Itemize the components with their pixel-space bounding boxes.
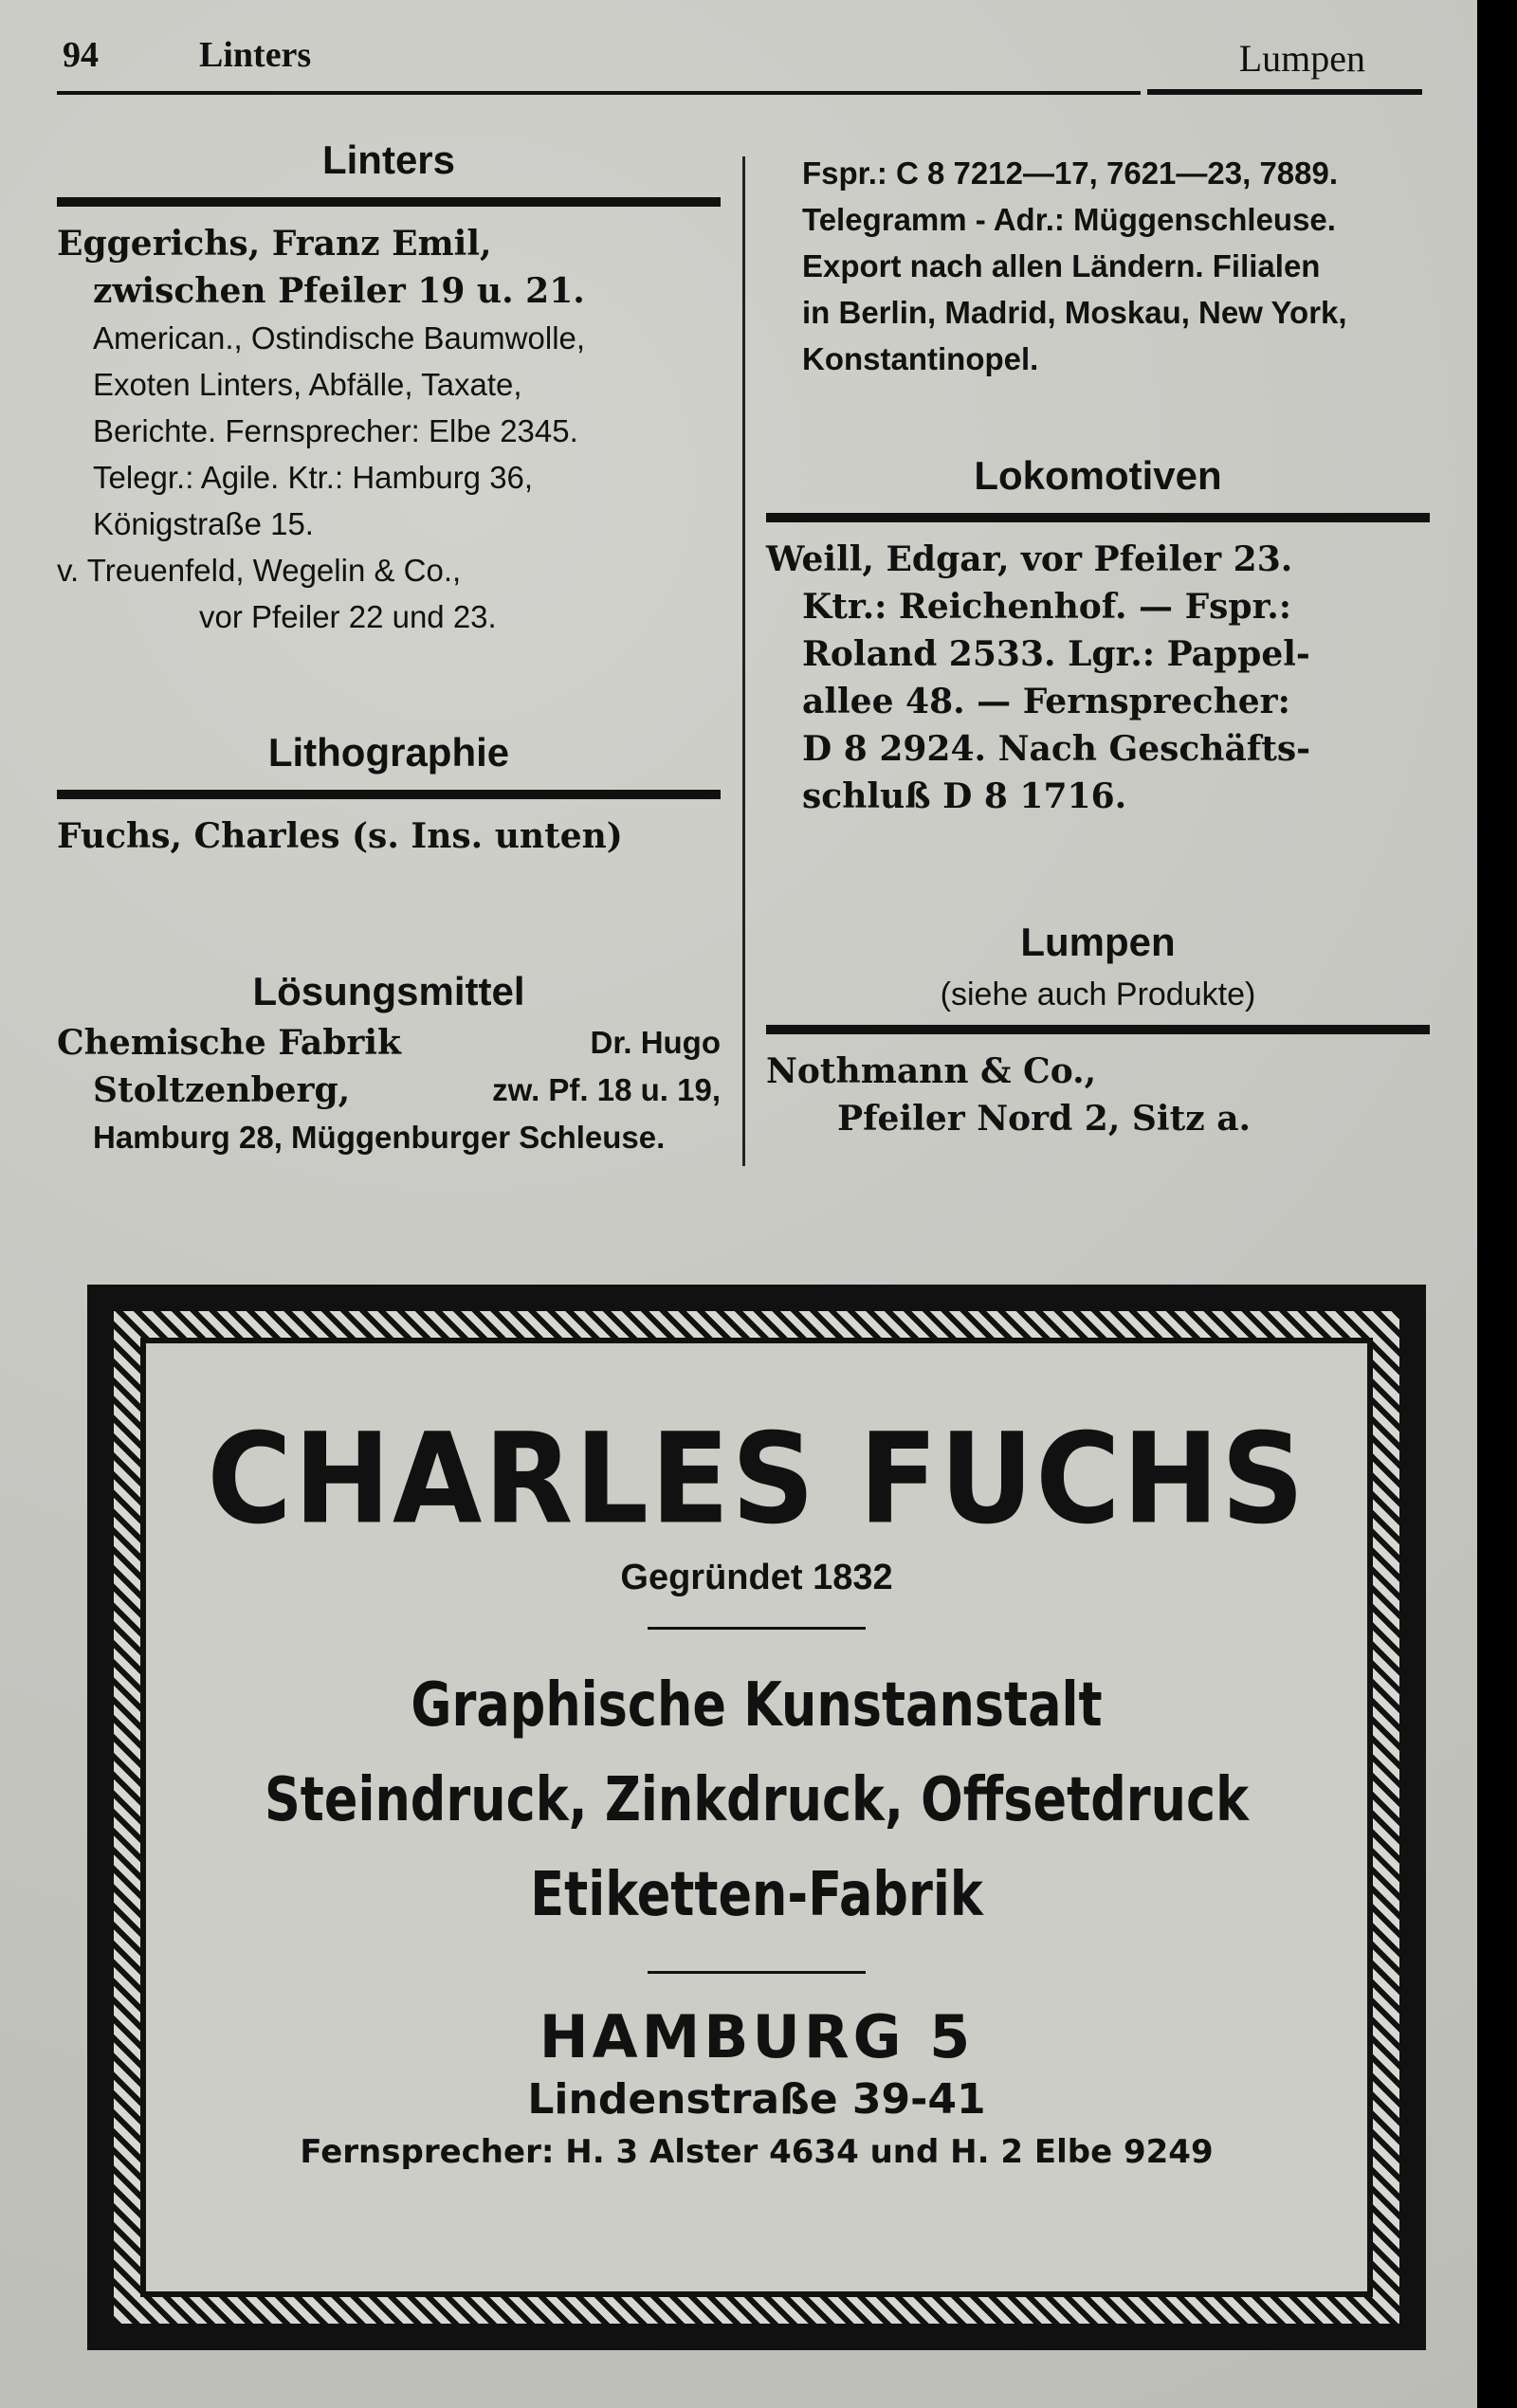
entry-name: Weill, Edgar, vor Pfeiler 23. [766, 539, 1293, 579]
ad-divider [648, 1971, 866, 1974]
column-divider [742, 156, 745, 1166]
page-edge-shadow [1477, 0, 1517, 2408]
entry-line: Exoten Linters, Abfälle, Taxate, [93, 367, 522, 402]
entry-name: Chemische Fabrik [57, 1023, 401, 1063]
advertisement-charles-fuchs [87, 1285, 1426, 2350]
entry-line: Berichte. Fernsprecher: Elbe 2345. [93, 413, 578, 448]
entry-weill [766, 536, 1430, 820]
page-number: 94 [63, 35, 99, 75]
entry-line: D 8 2924. Nach Geschäfts- [802, 729, 1311, 769]
entry-nothmann [766, 1048, 1430, 1142]
entry-name: Eggerichs, Franz Emil, [57, 224, 492, 264]
ad-service-line: Steindruck, Zinkdruck, Offsetdruck [264, 1765, 1250, 1835]
entry-line: Königstraße 15. [93, 506, 314, 541]
header-keyword-left: Linters [199, 35, 312, 75]
entry-line: Roland 2533. Lgr.: Pappel- [802, 634, 1310, 674]
entry-line: Hamburg 28, Müggenburger Schleuse. [93, 1120, 666, 1155]
entry-chemische-fabrik [57, 1019, 721, 1160]
section-rule [766, 1025, 1430, 1034]
entry-name-cont: zwischen Pfeiler 19 u. 21. [93, 271, 585, 311]
ad-street: Lindenstraße 39-41 [527, 2075, 986, 2124]
ad-founded: Gegründet 1832 [620, 1558, 893, 1597]
entry-name-cont: Stoltzenberg, [93, 1070, 351, 1110]
header-keyword-right: Lumpen [1238, 37, 1365, 80]
entry-line: Telegramm - Adr.: Müggenschleuse. [802, 202, 1336, 237]
entry-line: vor Pfeiler 22 und 23. [199, 599, 497, 634]
entry-treuenfeld [57, 547, 721, 640]
entry-name-rest: Dr. Hugo [590, 1025, 721, 1060]
entry-line: Konstantinopel. [802, 341, 1039, 376]
ad-company-name: CHARLES FUCHS [207, 1406, 1307, 1552]
header-rule [57, 91, 1141, 95]
entry-line: Telegr.: Agile. Ktr.: Hamburg 36, [93, 460, 534, 495]
entry-name: v. Treuenfeld, Wegelin & Co., [57, 553, 462, 588]
section-subtitle-lumpen: (siehe auch Produkte) [940, 976, 1256, 1012]
section-title-lumpen: Lumpen [1020, 920, 1176, 964]
entry-fuchs [57, 812, 721, 860]
ad-service-line: Etiketten-Fabrik [530, 1860, 983, 1930]
entry-line: Ktr.: Reichenhof. — Fspr.: [802, 587, 1292, 627]
entry-eggerichs [57, 220, 721, 547]
entry-line: Pfeiler Nord 2, Sitz a. [837, 1099, 1252, 1139]
ad-divider [648, 1627, 866, 1630]
entry-name: Nothmann & Co., [766, 1051, 1097, 1091]
entry-continuation [766, 150, 1430, 382]
entry-line: American., Ostindische Baumwolle, [93, 320, 586, 356]
entry-line: schluß D 8 1716. [802, 776, 1127, 816]
section-rule [57, 197, 721, 207]
entry-line: in Berlin, Madrid, Moskau, New York, [802, 295, 1347, 330]
entry-line: Fspr.: C 8 7212—17, 7621—23, 7889. [802, 155, 1339, 191]
entry-name: Fuchs, Charles (s. Ins. unten) [57, 816, 623, 856]
section-title-linters: Linters [321, 137, 456, 182]
ad-city: HAMBURG 5 [539, 2002, 975, 2071]
header-rule-right [1147, 89, 1422, 95]
entry-line: zw. Pf. 18 u. 19, [492, 1072, 721, 1107]
section-rule [766, 513, 1430, 522]
section-title-lokomotiven: Lokomotiven [974, 453, 1222, 498]
ad-phone: Fernsprecher: H. 3 Alster 4634 und H. 2 Elbe 9249 [300, 2133, 1214, 2171]
left-column [57, 133, 721, 1160]
section-rule [57, 790, 721, 799]
section-title-lithographie: Lithographie [267, 730, 510, 775]
advertisement-content [146, 1343, 1367, 2291]
entry-line: allee 48. — Fernsprecher: [802, 682, 1290, 721]
entry-line: Export nach allen Ländern. Filialen [802, 248, 1321, 283]
ad-service-line: Graphische Kunstanstalt [411, 1670, 1103, 1741]
running-header [57, 27, 1422, 99]
right-column [766, 150, 1430, 1142]
section-title-loesungsmittel: Lösungsmittel [252, 969, 525, 1013]
